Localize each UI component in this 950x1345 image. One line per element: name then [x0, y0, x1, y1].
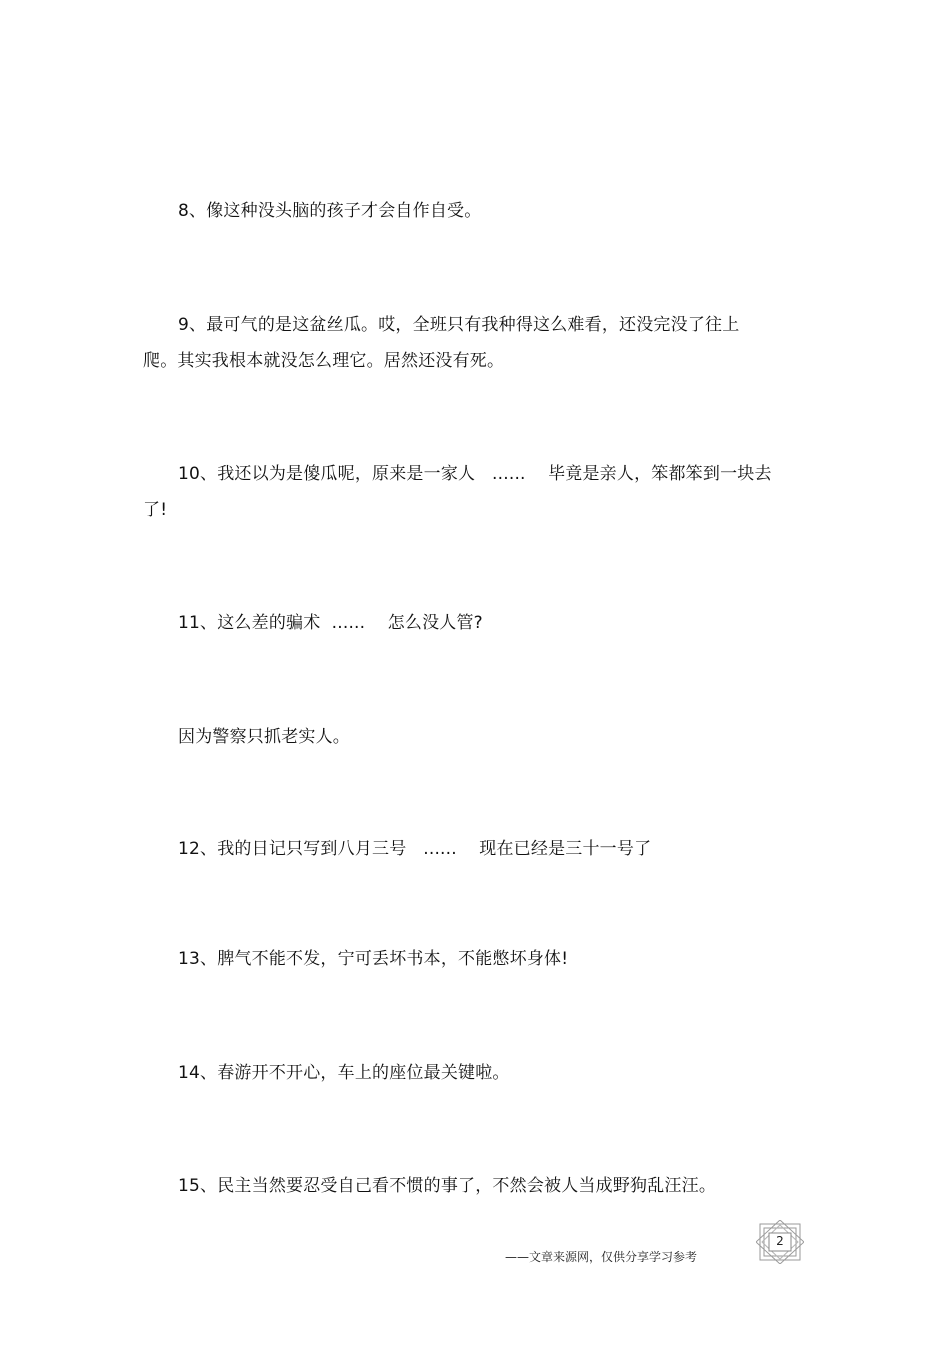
text-line-14: 14、春游开不开心，车上的座位最关键啦。: [178, 1063, 510, 1083]
text-line-11-answer: 因为警察只抓老实人。: [178, 727, 350, 747]
text-line-9: 9、最可气的是这盆丝瓜。哎，全班只有我种得这么难看，还没完没了往上: [178, 315, 740, 335]
page-number: 2: [776, 1234, 784, 1248]
text-line-12: 12、我的日记只写到八月三号 ...... 现在已经是三十一号了: [178, 839, 652, 859]
page-number-badge: [756, 1220, 804, 1264]
text-line-10-cont: 了!: [143, 500, 168, 520]
text-line-10: 10、我还以为是傻瓜呢，原来是一家人 ...... 毕竟是亲人，笨都笨到一块去: [178, 464, 772, 484]
text-line-11: 11、这么差的骗术 ...... 怎么没人管?: [178, 613, 483, 633]
text-line-9-cont: 爬。其实我根本就没怎么理它。居然还没有死。: [143, 351, 505, 371]
text-line-15: 15、民主当然要忍受自己看不惯的事了，不然会被人当成野狗乱汪汪。: [178, 1176, 717, 1196]
text-line-8: 8、像这种没头脑的孩子才会自作自受。: [178, 201, 482, 221]
text-line-13: 13、脾气不能不发，宁可丢坏书本，不能憋坏身体!: [178, 949, 569, 969]
footer-source-note: ——文章来源网，仅供分享学习参考: [505, 1250, 698, 1264]
